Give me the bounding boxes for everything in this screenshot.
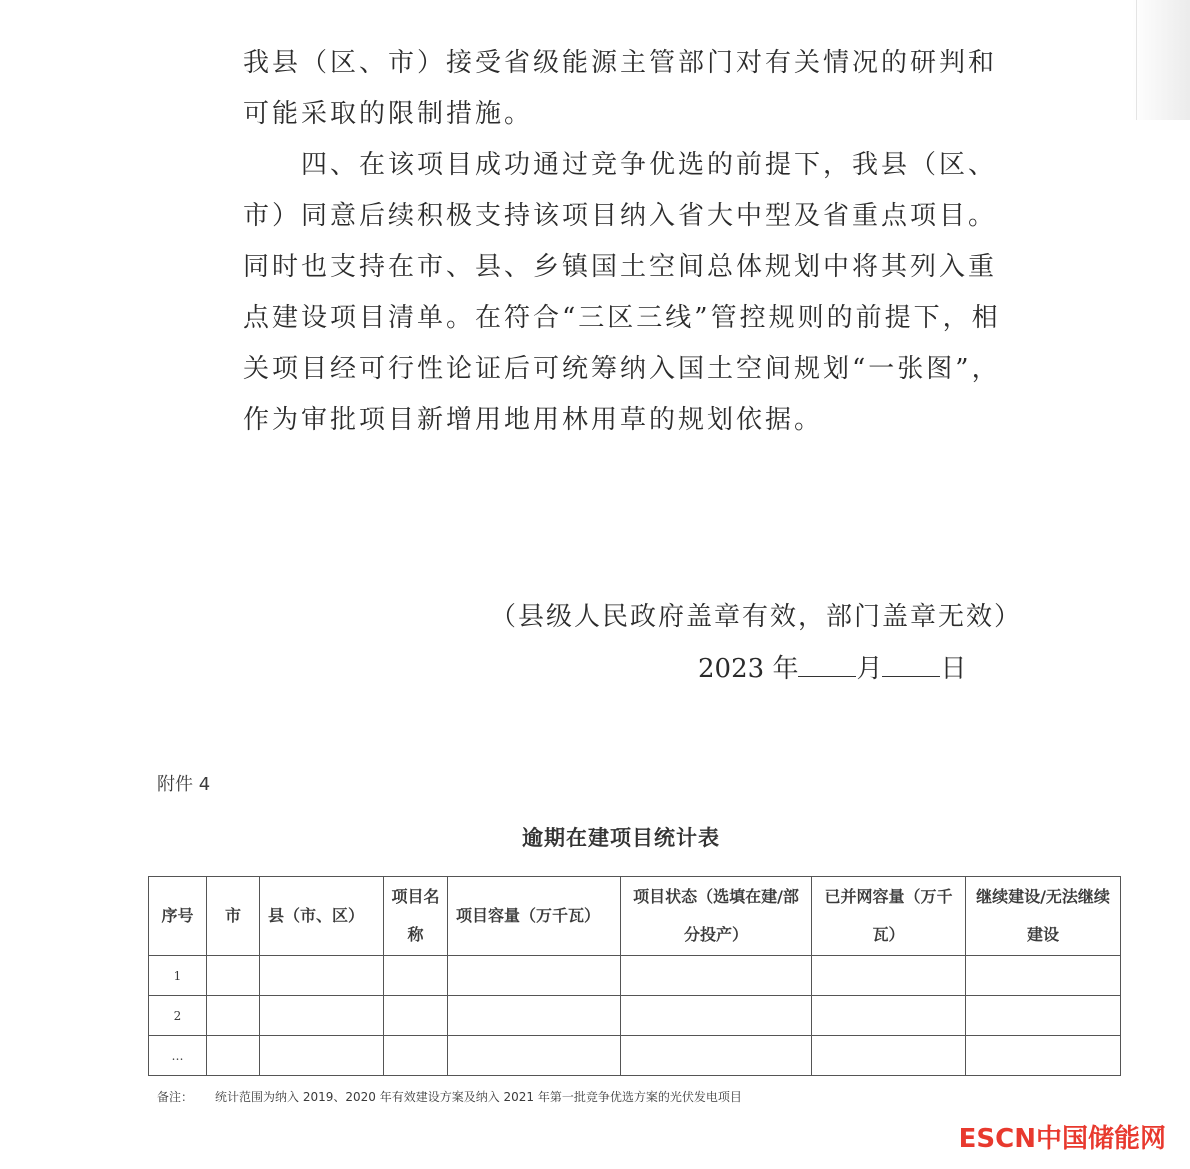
day-blank [882, 650, 940, 677]
note-label: 备注： [157, 1090, 194, 1104]
table-cell [812, 956, 966, 996]
table-footnote [157, 1088, 742, 1105]
table-cell [448, 956, 621, 996]
table-cell [207, 996, 260, 1036]
table-cell [621, 1036, 812, 1076]
table-row [149, 956, 1121, 996]
overdue-projects-table [148, 876, 1121, 1076]
date-year: 2023 [698, 654, 765, 684]
table-cell [448, 996, 621, 1036]
table-cell [384, 1036, 448, 1076]
table-row [149, 996, 1121, 1036]
date-day-suffix: 日 [940, 654, 967, 684]
table-cell [384, 996, 448, 1036]
date-month-suffix: 月 [856, 654, 883, 684]
header-county: 县（市、区） [260, 877, 384, 956]
header-status: 项目状态（选填在建/部分投产） [621, 877, 812, 956]
signature-note: （县级人民政府盖章有效，部门盖章无效） [490, 602, 1023, 632]
document-body [243, 38, 1013, 446]
header-serial: 序号 [149, 877, 207, 956]
table-cell [207, 956, 260, 996]
table-cell: … [149, 1036, 207, 1076]
table-cell [621, 996, 812, 1036]
table-cell [812, 1036, 966, 1076]
table-cell [448, 1036, 621, 1076]
note-text: 统计范围为纳入 2019、2020 年有效建设方案及纳入 2021 年第一批竞争优选方案的光伏发电项目 [215, 1090, 742, 1104]
table-cell [207, 1036, 260, 1076]
table-cell: 2 [149, 996, 207, 1036]
page-edge-shadow [1132, 0, 1190, 120]
header-continue: 继续建设/无法继续建设 [966, 877, 1121, 956]
table-title: 逾期在建项目统计表 [522, 826, 720, 850]
table-cell [384, 956, 448, 996]
table-cell: 1 [149, 956, 207, 996]
table-cell [260, 956, 384, 996]
table-cell [812, 996, 966, 1036]
table-cell [260, 996, 384, 1036]
paragraph-continuation: 我县（区、市）接受省级能源主管部门对有关情况的研判和可能采取的限制措施。 [243, 48, 998, 129]
paragraph-item-four: 四、在该项目成功通过竞争优选的前提下，我县（区、市）同意后续积极支持该项目纳入省大中型及省重点项目。同时也支持在市、县、乡镇国土空间总体规划中将其列入重点建设项目清单。在符合“三区三线”管控规则的前提下，相关项目经可行性论证后可统筹纳入国土空间规划“一张图”，作为审批项目新增用地用林用草的规划依据。 [243, 150, 1001, 435]
month-blank [798, 650, 856, 677]
table-row [149, 1036, 1121, 1076]
header-city: 市 [207, 877, 260, 956]
table-cell [260, 1036, 384, 1076]
table-header-row [149, 877, 1121, 956]
table-cell [966, 996, 1121, 1036]
date-year-suffix: 年 [772, 654, 799, 684]
page-edge-line [1136, 0, 1137, 120]
table-cell [966, 1036, 1121, 1076]
header-grid-capacity: 已并网容量（万千瓦） [812, 877, 966, 956]
header-capacity: 项目容量（万千瓦） [448, 877, 621, 956]
table-cell [621, 956, 812, 996]
table-cell [966, 956, 1121, 996]
escn-watermark-logo: ESCN中国储能网 [958, 1124, 1166, 1154]
signature-date [698, 648, 966, 685]
header-project-name: 项目名称 [384, 877, 448, 956]
attachment-label: 附件 4 [157, 774, 211, 795]
